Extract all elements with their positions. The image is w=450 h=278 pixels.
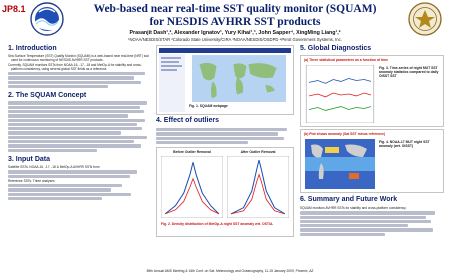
- concept-heading: 2. The SQUAM Concept: [8, 92, 87, 100]
- density-plot-before: [161, 156, 223, 218]
- summary-text: [300, 206, 442, 237]
- effect-text: [156, 127, 292, 145]
- poster-id-badge: JP8.1: [2, 4, 26, 14]
- input-text: [8, 165, 151, 200]
- diag-note-b: (b) Plot shows anomaly (Sat SST minus reference): [304, 132, 386, 136]
- fig4-caption: Fig. 4. NOAA-17 MUT night SST anomaly (wrt. OISST): [379, 140, 430, 149]
- right-column: [300, 45, 444, 265]
- title-block: [70, 3, 400, 42]
- affiliations: ¹NOAA/NESDIS/STAR ²Colorado State University/CIRA ³NOAA/NESDIS/OSDPD ⁴Perot Government Systems, Inc.: [128, 36, 342, 42]
- fig3-caption: Fig. 3. Time-series of night MUT SST anomaly statistics compared to daily OISST SST: [379, 66, 439, 79]
- anomaly-map: [304, 139, 376, 189]
- diagnostics-heading: 5. Global Diagnostics: [300, 45, 372, 52]
- conference-footer: 89th Annual AMS Meeting & 16th Conf. on Sat. Meteorology and Oceanography, 11-15 January 2009, Phoenix, AZ: [146, 269, 314, 273]
- input-heading: 3. Input Data: [8, 155, 51, 163]
- poster-title-line-2: for NESDIS AVHRR SST products: [149, 15, 321, 28]
- timeseries-plot: [304, 65, 376, 123]
- input-item-1: Satellite SSTs: NOAA-16, -17, -18 & MetOp-A AVHRR SSTs from: [8, 164, 100, 169]
- author-list: Prasanjit Dash¹,², Alexander Ignatov¹, Yury Kihai¹,³, John Sapper⁴, XingMing Liang¹,²: [129, 30, 341, 36]
- government-seal-icon: [408, 2, 442, 36]
- effect-heading: 4. Effect of outliers: [156, 117, 220, 124]
- poster-title-line-1: Web-based near real-time SST quality monitor (SQUAM): [93, 3, 377, 15]
- middle-column: [156, 45, 294, 265]
- fig2-right-title: After Outlier Removal: [240, 150, 276, 154]
- intro-bullet-1: Sea Surface Temperature (SST) Quality Monitor (SQUAM) is a web-based near real-time (NRT) tool used for continuous monitoring of NESDIS AVHRR SST products.: [8, 54, 149, 63]
- concept-text: [8, 101, 151, 152]
- fig2-caption: Fig. 2. Density distribution of MetOp-A night SST anomaly wrt. OSTIA.: [161, 222, 274, 226]
- fig2-left-title: Before Outlier Removal: [173, 150, 211, 154]
- squam-webpage-figure: [156, 45, 294, 115]
- intro-bullet-2: Currently, SQUAM monitors SSTs from NOAA-16, -17, -18 and MetOp-A for stability and cross-platform consistency, using several global SST fields as a reference.: [8, 62, 142, 71]
- input-item-2: Reference SSTs: Three analyses: [8, 178, 55, 183]
- diag-note-a: (a) Three statistical parameters as a function of time: [304, 58, 389, 62]
- density-plot-after: [227, 156, 289, 218]
- left-column: [8, 45, 151, 265]
- noaa-logo-icon: [30, 2, 64, 36]
- summary-heading: 6. Summary and Future Work: [300, 196, 398, 203]
- anomaly-map-figure: [300, 129, 444, 193]
- intro-heading: 1. Introduction: [8, 45, 57, 52]
- fig1-caption: Fig. 1. SQUAM webpage: [189, 104, 228, 108]
- timeseries-figure: [300, 55, 444, 127]
- outlier-density-figure: [156, 147, 294, 237]
- intro-text: [8, 54, 151, 88]
- world-map-thumbnail: [189, 55, 289, 102]
- summary-bullet-1: SQUAM monitors AVHRR SSTs for stability and cross-platform consistency.: [300, 206, 407, 210]
